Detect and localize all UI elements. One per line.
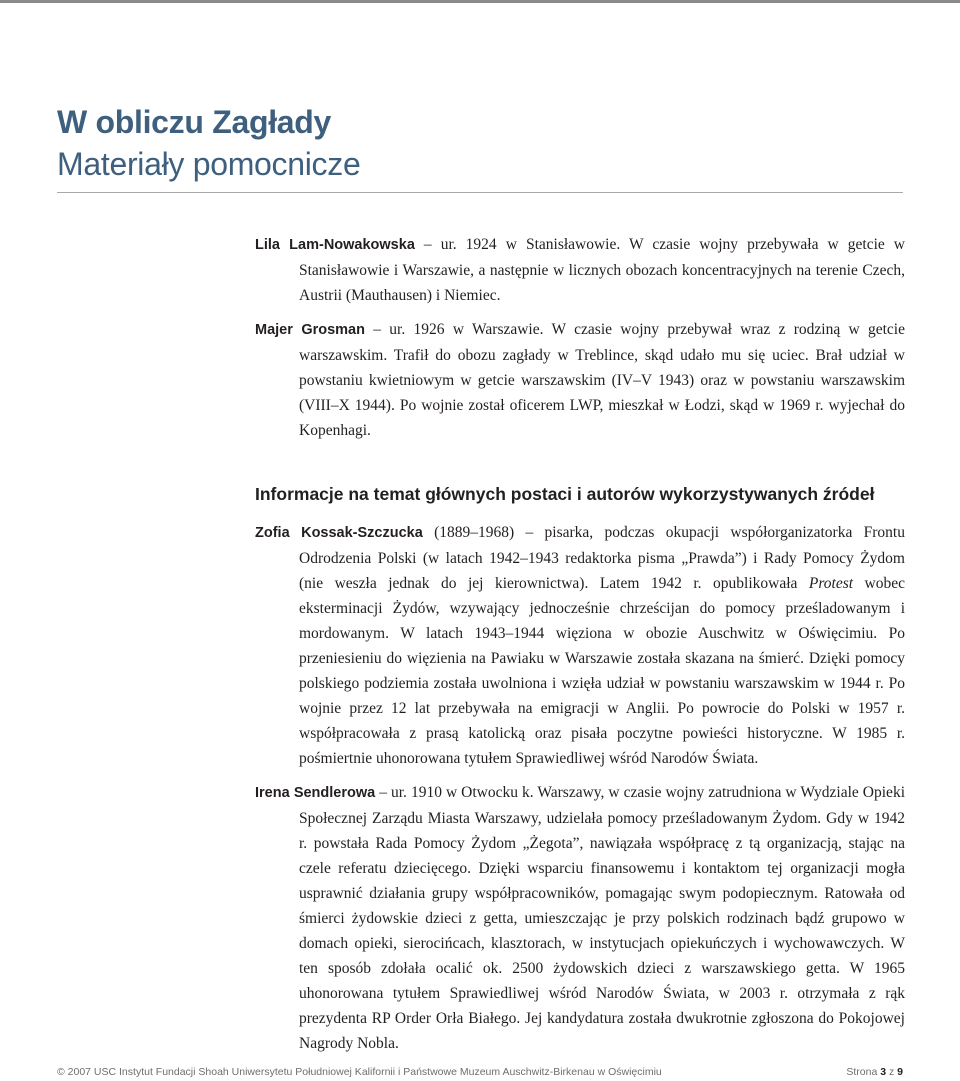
footer-copyright: © 2007 USC Instytut Fundacji Shoah Uniwersytetu Południowej Kalifornii i Państwowe Muzeum Auschwitz-Birkenau w Oświęcimiu — [57, 1066, 662, 1078]
entry-name: Majer Grosman — [255, 322, 365, 338]
entry-name: Irena Sendlerowa — [255, 785, 376, 801]
page-subtitle: Materiały pomocnicze — [57, 146, 361, 182]
entry-name: Zofia Kossak-Szczucka — [255, 525, 423, 541]
page-current: 3 — [880, 1066, 887, 1078]
entry-lila-lam-nowakowska — [255, 232, 905, 308]
entry-text-after: wobec eksterminacji Żydów, wzywający jednocześnie chrześcijan do pomocy prześladowanym i mordowanym. W latach 1943–1944 więziona w obozie Auschwitz w Oświęcimiu. Po przeniesieniu do więzienia na Pawiaku w Warszawie została skazana na śmierć. Dzięki pomocy polskiego podziemia została uwolniona i wzięła udział w powstaniu warszawskim w 1944 r. Po wojnie przez 12 lat przebywała na emigracji w Anglii. Po powrocie do Polski w 1957 r. współpracowała z prasą katolicką oraz pisała poczytne powieści historyczne. W 1985 r. pośmiertnie uhonorowana tytułem Sprawiedliwej wśród Narodów Świata. — [299, 575, 905, 767]
section-heading: Informacje na temat głównych postaci i autorów wykorzystywanych źródeł — [255, 484, 875, 504]
entry-italic-title: Protest — [808, 575, 854, 592]
entry-zofia-kossak-szczucka — [255, 520, 905, 771]
entry-irena-sendlerowa — [255, 780, 905, 1056]
page-number — [846, 1066, 903, 1078]
page-title: W obliczu Zagłady — [57, 104, 332, 140]
page-label: Strona — [846, 1066, 878, 1078]
entry-text: – ur. 1924 w Stanisławowie. W czasie wojny przebywała w getcie w Stanisławowie i Warszawie, a następnie w licznych obozach koncentracyjnych na terenie Czech, Austrii (Mauthausen) i Niemiec. — [299, 236, 906, 304]
entry-text: – ur. 1910 w Otwocku k. Warszawy, w czasie wojny zatrudniona w Wydziale Opieki Społecznej Zarządu Miasta Warszawy, udzielała pomocy prześladowanym Żydom. Gdy w 1942 r. powstała Rada Pomocy Żydom „Żegota”, nawiązała współpracę z tą organizacją, stając na czele referatu dziecięcego. Dzięki wsparciu finansowemu i kontaktom tej organizacji mogła usprawnić działania grupy współpracowników, pomagając swym podopiecznym. Ratowała od śmierci żydowskie dzieci z getta, umieszczając je przy polskich rodzinach bądź grupowo w domach opieki, sierocińcach, klasztorach, w instytucjach opiekuńczych i wychowawczych. W ten sposób zdołała ocalić ok. 2500 żydowskich dzieci z warszawskiego getta. W 1965 uhonorowana tytułem Sprawiedliwej wśród Narodów Świata, w 2003 r. otrzymała z rąk prezydenta RP Order Orła Białego. Jej kandydatura została dwukrotnie zgłoszona do Pokojowej Nagrody Nobla. — [299, 784, 905, 1052]
entry-text-before: (1889–1968) – pisarka, podczas okupacji współorganizatorka Frontu Odrodzenia Polski (w latach 1942–1943 redaktorka pisma „Prawda”) i Rady Pomocy Żydom (nie weszła jednak do jej kierownictwa). Latem 1942 r. opublikowała — [299, 524, 905, 592]
page-sep: z — [888, 1066, 895, 1078]
entry-text: – ur. 1926 w Warszawie. W czasie wojny przebywał wraz z rodziną w getcie warszawskim. Trafił do obozu zagłady w Treblince, skąd udało mu się uciec. Brał udział w powstaniu kwietniowym w getcie warszawskim (IV–V 1943) oraz w powstaniu warszawskim (VIII–X 1944). Po wojnie został oficerem LWP, mieszkał w Łodzi, skąd w 1969 r. wyjechał do Kopenhagi. — [299, 321, 905, 439]
page-total: 9 — [897, 1066, 903, 1078]
header-divider — [57, 192, 903, 193]
entry-majer-grosman — [255, 317, 905, 443]
entry-name: Lila Lam-Nowakowska — [255, 237, 415, 253]
top-border-line — [0, 0, 960, 3]
